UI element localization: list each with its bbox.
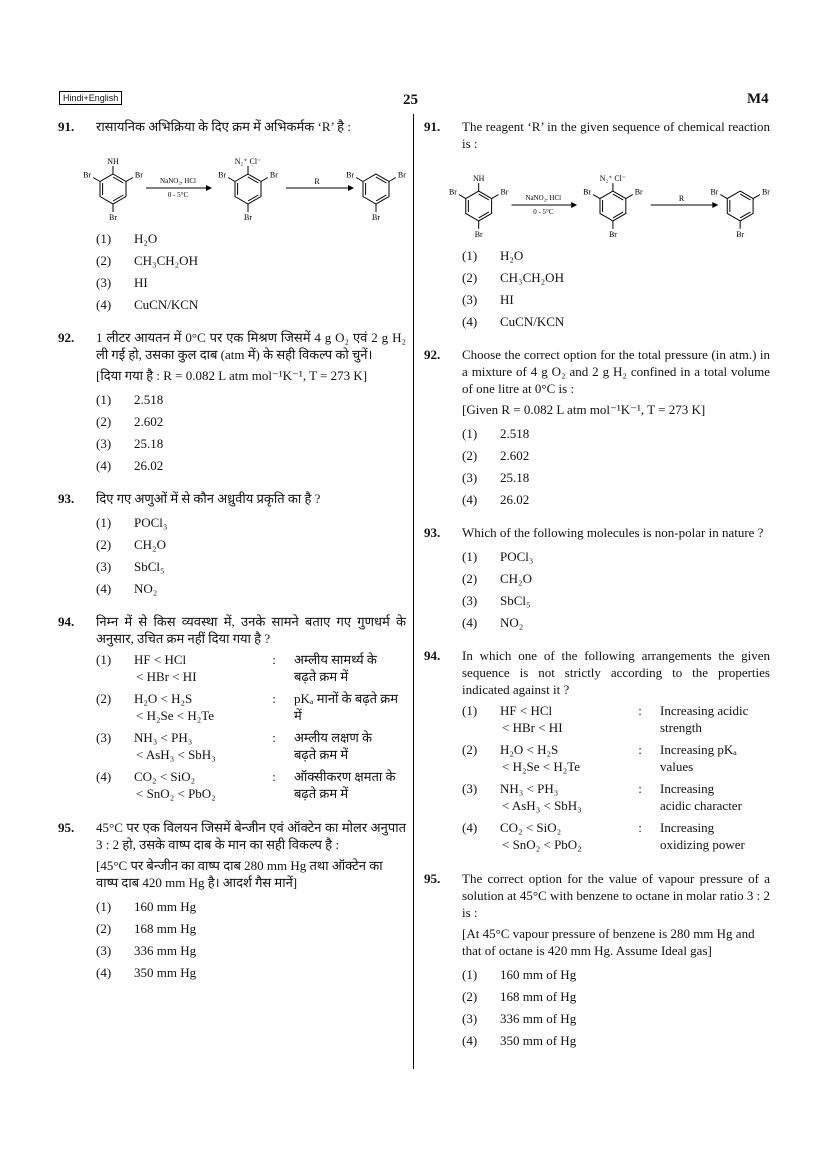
double-bond — [740, 212, 750, 218]
option-item — [96, 432, 406, 454]
substituent-label: Br — [218, 170, 227, 180]
substituent-bond — [492, 195, 499, 199]
substituent-label: Br — [244, 213, 252, 222]
question-95-hi — [58, 819, 406, 983]
double-bond — [376, 195, 386, 201]
question-text: 45°C पर एक विलयन जिसमें बेन्जीन एवं ऑक्टेन का मोलर अनुपात 3 : 2 हो, उसके वाष्प दाब के मान का सही विकल्प है : — [96, 820, 406, 852]
substituent-label: NH — [107, 157, 119, 166]
option-sequence-line: < AsH₃ < SbH₃ — [502, 798, 582, 813]
substituent-label: Br — [583, 187, 592, 197]
option-text: H₂O — [134, 230, 158, 246]
option-number: (4) — [96, 457, 112, 473]
option-text: 160 mm of Hg — [500, 966, 577, 982]
option-property-line: बढ़ते क्रम में — [294, 669, 349, 684]
option-property-line: बढ़ते क्रम में — [294, 786, 349, 801]
option-separator: : — [272, 730, 276, 745]
question-94-hi — [58, 613, 406, 807]
question-note: [At 45°C vapour pressure of benzene is 280 mm Hg and that of octane is 420 mm Hg. Assume Ideal gas] — [462, 926, 755, 958]
option-item — [462, 545, 770, 567]
option-item — [96, 768, 406, 802]
option-separator: : — [272, 652, 276, 667]
double-bond — [113, 195, 123, 201]
option-sequence-line: < SnO₂ < PbO₂ — [502, 837, 582, 852]
double-bond — [740, 194, 750, 200]
question-number: 93. — [424, 525, 441, 540]
question-93-hi — [58, 490, 406, 599]
hindi-column — [58, 114, 406, 983]
option-number: (1) — [462, 703, 478, 718]
substituent-label: Br — [372, 213, 380, 222]
question-number: 95. — [424, 871, 441, 886]
option-property-line: अम्लीय लक्षण के — [294, 730, 372, 745]
substituent-label: Br — [736, 229, 745, 239]
question-number: 94. — [58, 614, 75, 629]
option-text: HI — [134, 274, 148, 290]
question-text: Choose the correct option for the total pressure (in atm.) in a mixture of 4 g O₂ and 2 g H₂ confined in a total volume of one litre at 0°C is : — [462, 347, 770, 396]
double-bond — [613, 194, 623, 200]
question-number: 92. — [424, 347, 441, 362]
option-property-line: में — [294, 708, 302, 723]
reagent-label: NaNO₂, HCl — [525, 194, 562, 202]
substituent-label: Br — [710, 187, 719, 197]
option-item — [462, 963, 770, 985]
option-sequence-line: HF < HCl — [500, 703, 553, 718]
question-92-hi — [58, 329, 406, 476]
option-number: (4) — [96, 580, 112, 596]
substituent-bond — [753, 195, 760, 199]
double-bond — [376, 177, 386, 183]
option-item — [462, 702, 770, 736]
option-item — [96, 939, 406, 961]
question-note: [45°C पर बेन्जीन का वाष्प दाब 280 mm Hg तथा ऑक्टेन का वाष्प दाब 420 mm Hg है। आदर्श गैस मानें] — [96, 858, 383, 890]
option-number: (3) — [96, 274, 112, 290]
option-sequence-line: CO₂ < SiO₂ — [134, 769, 196, 784]
substituent-label: NH — [472, 174, 485, 184]
option-text: POCl₃ — [500, 548, 534, 564]
substituent-label: Br — [634, 187, 643, 197]
option-number: (1) — [462, 966, 478, 982]
option-item — [96, 651, 406, 685]
option-text: SbCl₅ — [500, 592, 531, 608]
question-91-en — [424, 118, 770, 152]
option-number: (3) — [462, 592, 478, 608]
option-number: (3) — [96, 558, 112, 574]
substituent-bond — [459, 195, 466, 199]
question-text: 1 लीटर आयतन में 0°C पर एक मिश्रण जिसमें 4 g O₂ एवं 2 g H₂ ली गई हो, उसका कुल दाब (atm में) के सही विकल्प को चुनें। — [96, 330, 406, 362]
option-item — [96, 533, 406, 555]
option-separator: : — [272, 691, 276, 706]
question-91-en-options — [424, 240, 770, 332]
option-number: (1) — [462, 247, 478, 263]
option-property-line: Increasing — [660, 781, 715, 796]
option-text: CH₃CH₂OH — [134, 252, 198, 268]
option-item — [462, 567, 770, 589]
option-text: CH₂O — [134, 536, 166, 552]
question-93-en — [424, 524, 770, 633]
question-number: 93. — [58, 491, 75, 506]
option-sequence-line: NH₃ < PH₃ — [500, 781, 559, 796]
substituent-bond — [261, 178, 268, 182]
option-property-line: pKₐ मानों के बढ़ते क्रम — [294, 691, 399, 706]
page-number: 25 — [403, 92, 418, 108]
option-text: CH₃CH₂OH — [500, 269, 564, 285]
substituent-bond — [593, 195, 600, 199]
option-item — [462, 589, 770, 611]
option-number: (2) — [96, 920, 112, 936]
option-number: (4) — [96, 296, 112, 312]
option-number: (2) — [462, 269, 478, 285]
option-number: (2) — [462, 988, 478, 1004]
option-item — [96, 293, 406, 315]
option-property-line: Increasing — [660, 820, 715, 835]
option-item — [462, 288, 770, 310]
option-number: (1) — [96, 391, 112, 407]
temperature-label: 0 - 5°C — [533, 207, 554, 216]
substituent-label: Br — [500, 187, 509, 197]
option-number: (1) — [462, 425, 478, 441]
substituent-label: Br — [269, 170, 278, 180]
substituent-bond — [626, 195, 633, 199]
benzene-ring — [100, 174, 126, 204]
option-number: (4) — [96, 964, 112, 980]
option-text: 336 mm of Hg — [500, 1010, 577, 1026]
option-number: (2) — [96, 413, 112, 429]
question-94-en — [424, 647, 770, 858]
english-column — [424, 114, 770, 1051]
substituent-bond — [389, 178, 396, 182]
substituent-label: Br — [397, 170, 406, 180]
option-number: (2) — [462, 742, 478, 757]
option-property-line: बढ़ते क्रम में — [294, 747, 349, 762]
option-sequence-line: < H₂Se < H₂Te — [502, 759, 581, 774]
question-text: The reagent ‘R’ in the given sequence of chemical reaction is : — [462, 119, 770, 151]
option-item — [462, 310, 770, 332]
option-text: 168 mm of Hg — [500, 988, 577, 1004]
option-item — [462, 611, 770, 633]
substituent-label: N₂⁺ Cl⁻ — [599, 174, 627, 184]
double-bond — [479, 212, 489, 218]
option-item — [96, 577, 406, 599]
option-number: (1) — [96, 652, 112, 667]
option-item — [462, 741, 770, 775]
substituent-label: Br — [134, 170, 143, 180]
option-text: 2.602 — [134, 413, 164, 429]
option-text: H₂O — [500, 247, 524, 263]
benzene-ring — [727, 191, 753, 221]
option-number: (2) — [96, 536, 112, 552]
option-number: (2) — [96, 691, 112, 706]
question-95-en — [424, 870, 770, 1051]
substituent-label: Br — [448, 187, 457, 197]
substituent-label: Br — [109, 213, 117, 222]
option-item — [96, 388, 406, 410]
option-item — [462, 444, 770, 466]
option-sequence-line: < SnO₂ < PbO₂ — [136, 786, 216, 801]
option-separator: : — [638, 742, 642, 757]
option-number: (4) — [462, 820, 478, 835]
option-text: 336 mm Hg — [134, 942, 197, 958]
option-sequence-line: < AsH₃ < SbH₃ — [136, 747, 216, 762]
column-divider — [413, 114, 414, 1069]
option-property-line: acidic character — [660, 798, 742, 813]
option-separator: : — [272, 769, 276, 784]
option-text: 26.02 — [500, 491, 530, 507]
option-separator: : — [638, 703, 642, 718]
reagent-label: NaNO₂, HCl — [160, 177, 196, 185]
option-text: CuCN/KCN — [500, 313, 565, 329]
reaction-scheme-en — [424, 160, 770, 240]
option-text: 2.518 — [134, 391, 164, 407]
substituent-label: Br — [346, 170, 355, 180]
option-sequence-line: HF < HCl — [134, 652, 187, 667]
double-bond — [479, 194, 489, 200]
option-text: 26.02 — [134, 457, 164, 473]
option-number: (3) — [462, 781, 478, 796]
option-text: 350 mm Hg — [134, 964, 197, 980]
option-text: CuCN/KCN — [134, 296, 199, 312]
substituent-bond — [720, 195, 727, 199]
benzene-ring — [235, 174, 261, 204]
option-item — [96, 249, 406, 271]
option-property-line: oxidizing power — [660, 837, 745, 852]
question-number: 95. — [58, 820, 75, 835]
option-item — [96, 555, 406, 577]
substituent-label: N₂⁺ Cl⁻ — [234, 157, 262, 166]
option-text: NO₂ — [500, 614, 524, 630]
option-property-line: strength — [660, 720, 702, 735]
double-bond — [613, 212, 623, 218]
question-note: [दिया गया है : R = 0.082 L atm mol⁻¹K⁻¹, T = 273 K] — [96, 368, 368, 383]
option-number: (3) — [96, 942, 112, 958]
substituent-bond — [356, 178, 363, 182]
option-number: (3) — [96, 730, 112, 745]
option-item — [462, 266, 770, 288]
option-item — [96, 729, 406, 763]
option-number: (1) — [96, 898, 112, 914]
option-text: POCl₃ — [134, 514, 168, 530]
option-sequence-line: < HBr < HI — [136, 669, 197, 684]
booklet-code: M4 — [747, 91, 769, 107]
option-number: (3) — [462, 469, 478, 485]
option-item — [462, 244, 770, 266]
option-item — [96, 227, 406, 249]
question-text: Which of the following molecules is non-polar in nature ? — [462, 525, 764, 540]
option-number: (3) — [462, 291, 478, 307]
option-number: (3) — [96, 435, 112, 451]
option-text: 160 mm Hg — [134, 898, 197, 914]
option-sequence-line: H₂O < H₂S — [500, 742, 559, 757]
question-text: In which one of the following arrangements the given sequence is not strictly according to the properties indicated against it ? — [462, 648, 770, 697]
double-bond — [113, 177, 123, 183]
option-text: 2.518 — [500, 425, 530, 441]
option-number: (2) — [462, 447, 478, 463]
option-number: (4) — [462, 614, 478, 630]
substituent-label: Br — [608, 229, 617, 239]
reagent-label: R — [678, 193, 685, 203]
option-item — [96, 271, 406, 293]
option-number: (2) — [96, 252, 112, 268]
question-text: रासायनिक अभिक्रिया के दिए क्रम में अभिकर्मक ‘R’ है : — [96, 119, 351, 134]
question-number: 91. — [58, 119, 75, 134]
option-property-line: अम्लीय सामर्थ्य के — [294, 652, 377, 667]
option-text: 25.18 — [500, 469, 530, 485]
option-number: (3) — [462, 1010, 478, 1026]
question-91-hi — [58, 118, 406, 135]
double-bond — [248, 177, 258, 183]
option-separator: : — [638, 781, 642, 796]
option-text: 2.602 — [500, 447, 530, 463]
substituent-label: Br — [474, 229, 483, 239]
option-number: (4) — [462, 313, 478, 329]
option-item — [462, 780, 770, 814]
option-item — [96, 410, 406, 432]
question-91-hi-options — [58, 223, 406, 315]
option-item — [462, 488, 770, 510]
arrow-head — [206, 185, 212, 191]
option-number: (1) — [462, 548, 478, 564]
option-item — [462, 422, 770, 444]
option-item — [96, 511, 406, 533]
question-note: [Given R = 0.082 L atm mol⁻¹K⁻¹, T = 273 K] — [462, 402, 706, 417]
option-text: CH₂O — [500, 570, 532, 586]
option-text: 350 mm of Hg — [500, 1032, 577, 1048]
option-item — [462, 1007, 770, 1029]
substituent-bond — [228, 178, 235, 182]
question-number: 94. — [424, 648, 441, 663]
substituent-bond — [126, 178, 133, 182]
reagent-label: R — [314, 177, 320, 186]
substituent-label: Br — [83, 170, 92, 180]
language-tag: Hindi+English — [59, 91, 122, 105]
option-sequence-line: NH₃ < PH₃ — [134, 730, 193, 745]
option-item — [96, 917, 406, 939]
temperature-label: 0 - 5°C — [167, 191, 189, 199]
option-separator: : — [638, 820, 642, 835]
substituent-bond — [93, 178, 100, 182]
option-sequence-line: < HBr < HI — [502, 720, 563, 735]
question-number: 92. — [58, 330, 75, 345]
question-text: दिए गए अणुओं में से कौन अध्रुवीय प्रकृति का है ? — [96, 491, 321, 506]
option-text: 25.18 — [134, 435, 164, 451]
reaction-scheme-hi — [58, 143, 406, 223]
option-item — [462, 1029, 770, 1051]
option-item — [96, 690, 406, 724]
substituent-label: Br — [761, 187, 770, 197]
option-sequence-line: H₂O < H₂S — [134, 691, 193, 706]
question-92-en — [424, 346, 770, 510]
option-number: (2) — [462, 570, 478, 586]
option-number: (1) — [96, 230, 112, 246]
arrow-head — [348, 185, 354, 191]
option-item — [462, 985, 770, 1007]
benzene-ring — [466, 191, 492, 221]
option-text: 168 mm Hg — [134, 920, 197, 936]
arrow-head — [712, 202, 718, 208]
option-number: (4) — [462, 491, 478, 507]
option-item — [462, 466, 770, 488]
arrow-head — [571, 202, 577, 208]
benzene-ring — [363, 174, 389, 204]
option-property-line: Increasing pKₐ — [660, 742, 737, 757]
option-item — [96, 454, 406, 476]
option-property-line: Increasing acidic — [660, 703, 749, 718]
option-number: (1) — [96, 514, 112, 530]
option-number: (4) — [96, 769, 112, 784]
option-sequence-line: < H₂Se < H₂Te — [136, 708, 215, 723]
question-text: The correct option for the value of vapour pressure of a solution at 45°C with benzene to octane in molar ratio 3 : 2 is : — [462, 871, 770, 920]
double-bond — [248, 195, 258, 201]
option-text: SbCl₅ — [134, 558, 165, 574]
option-item — [96, 961, 406, 983]
benzene-ring — [600, 191, 626, 221]
question-number: 91. — [424, 119, 441, 134]
question-text: निम्न में से किस व्यवस्था में, उनके सामने बताए गए गुणधर्म के अनुसार, उचित क्रम नहीं दिया गया है ? — [96, 614, 406, 646]
option-number: (4) — [462, 1032, 478, 1048]
option-property-line: ऑक्सीकरण क्षमता के — [294, 769, 396, 784]
option-item — [96, 895, 406, 917]
option-property-line: values — [660, 759, 694, 774]
option-sequence-line: CO₂ < SiO₂ — [500, 820, 562, 835]
option-text: HI — [500, 291, 514, 307]
option-text: NO₂ — [134, 580, 158, 596]
option-item — [462, 819, 770, 853]
